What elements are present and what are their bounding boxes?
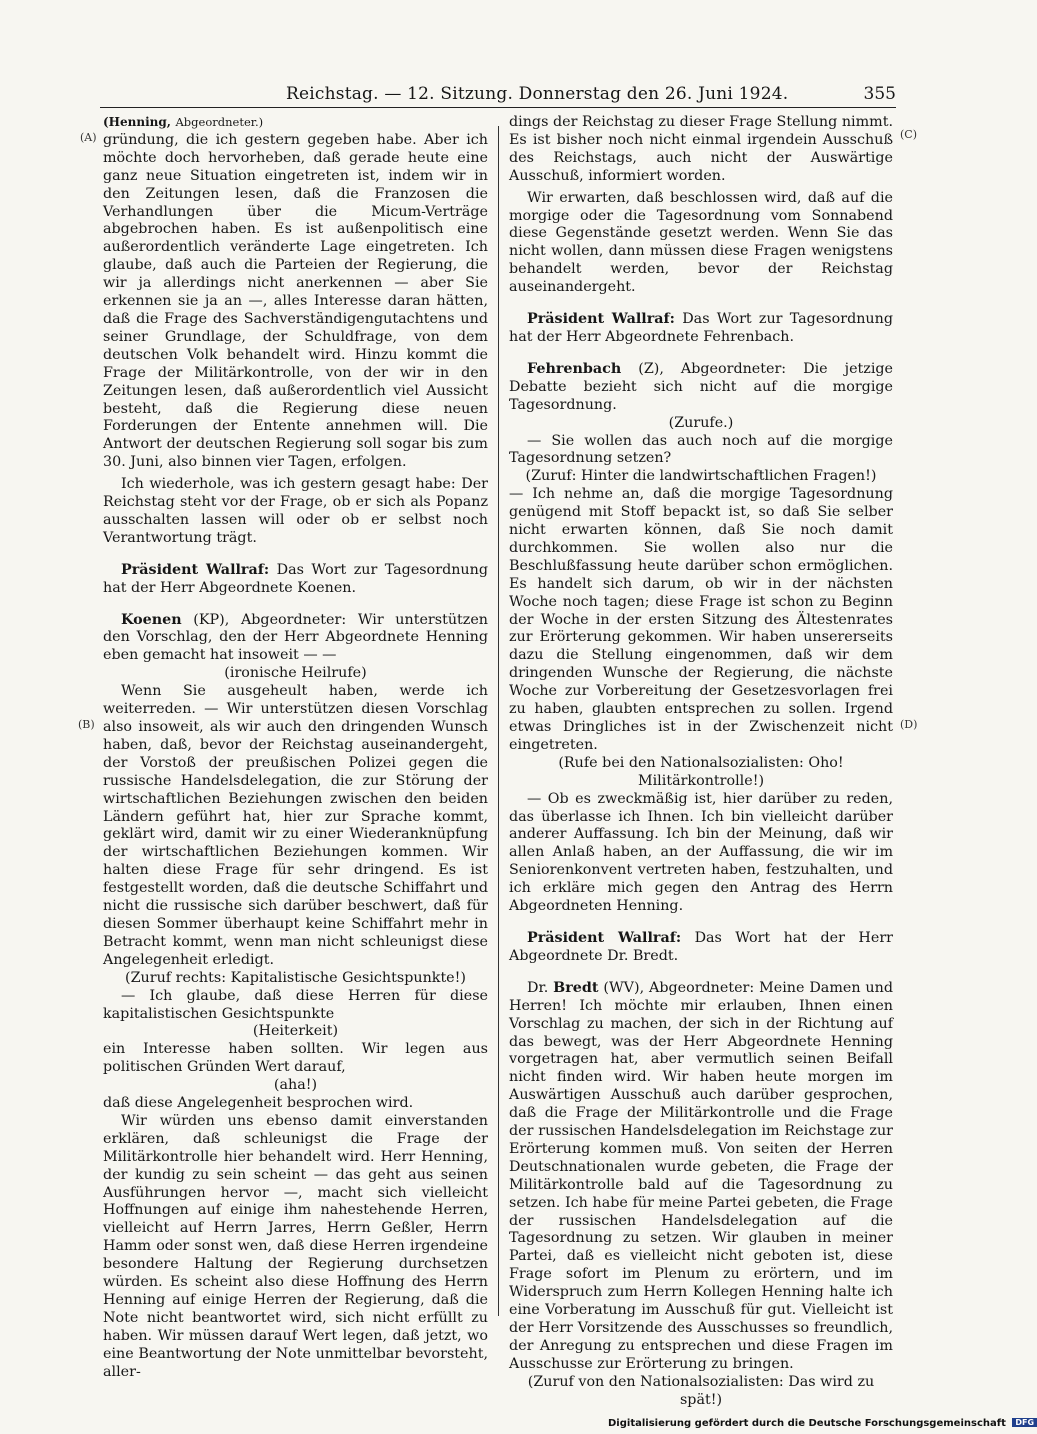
interjection: (Rufe bei den Nationalsozialisten: Oho! Militärkontrolle!) xyxy=(558,754,844,789)
interjection: (Zuruf rechts: Kapitalistische Gesichtspunkte!) xyxy=(125,969,466,986)
funding-note: Digitalisierung gefördert durch die Deutsche Forschungsgemeinschaft xyxy=(608,1418,1006,1429)
paragraph: — Ich nehme an, daß die morgige Tagesordnung genügend mit Stoff bepackt ist, so daß Sie selber nicht erwarten können, daß Sie noch damit durchkommen. Sie wollen also nur die Beschlußfassung heute darüber schon ermöglichen. Es handelt sich darum, ob wir in der nächsten Woche noch tagen; diese Frage ist schon zu Beginn der Woche in der ersten Sitzung des Ältestenrates zur Erörterung gekommen. Wir haben unsererseits dazu die Stellung eingenommen, daß wir dem dringenden Wunsche der Regierung, die nächste Woche zur Vorbereitung der Gesetzesvorlagen frei zu haben, glaubten entsprechen zu sollen. Irgend etwas Dringliches ist in der Zwischenzeit nicht eingetreten. xyxy=(509,486,893,753)
speaker-name: Koenen xyxy=(121,611,182,628)
interjection: (Zurufe.) xyxy=(668,414,734,431)
interjection: (Heiterkeit) xyxy=(252,1023,339,1040)
speech-text: Das Wort zur Tagesordnung hat der Herr Abgeordnete Fehrenbach. xyxy=(509,311,893,345)
paragraph: — Ob es zweckmäßig ist, hier darüber zu reden, das überlasse ich Ihnen. Ich bin vielleicht darüber anderer Auffassung. Ich bin der Meinung, daß wir allen Anlaß haben, an der Auffassung, die wir im Seniorenkonvent vertreten haben, festzuhalten, und ich erkläre mich gegen den Antrag des Herrn Abgeordneten Henning. xyxy=(509,790,893,915)
right-column xyxy=(509,114,893,1410)
speaker-name: Fehrenbach xyxy=(527,360,622,377)
speech-text: Das Wort hat der Herr Abgeordnete Dr. Bredt. xyxy=(509,929,893,964)
speaker-role: Abgeordneter.) xyxy=(175,115,264,129)
speech-paragraph xyxy=(103,612,488,666)
speaker-name: (Henning, xyxy=(103,115,171,129)
paragraph: dings der Reichstag zu dieser Frage Stellung nimmt. Es ist bisher noch nicht einmal irgendein Ausschuß des Reichstags, auch nicht der Auswärtige Ausschuß, informiert worden. xyxy=(509,114,893,184)
interjection: (aha!) xyxy=(273,1077,318,1094)
speech-paragraph xyxy=(509,930,893,966)
speech-text: Die jetzige Debatte bezieht sich nicht auf die morgige Tagesordnung. xyxy=(509,360,894,413)
paragraph: — Sie wollen das auch noch auf die morgige Tagesordnung setzen? xyxy=(509,432,893,467)
header-rule xyxy=(100,107,896,108)
paragraph: Ich wiederhole, was ich gestern gesagt habe: Der Reichstag steht vor der Frage, ob er sich als Popanz ausschalten lassen will oder ob er selbst noch Verantwortung trägt. xyxy=(103,476,488,546)
speaker-name: Bredt xyxy=(553,979,599,996)
speaker-party: (Z), Abgeordneter: xyxy=(638,360,787,377)
margin-mark-b: (B) xyxy=(78,718,95,731)
paragraph: Wir würden uns ebenso damit einverstanden erklären, daß schleunigst die Frage der Militärkontrolle hier behandelt wird. Herr Henning, der kundig zu sein scheint — das geht aus seinen Ausführungen hervor —, macht sich vielleicht Hoffnungen auf einige ihm nahestehende Herren, vielleicht auf Herrn Jarres, Herrn Geßler, Herrn Hamm oder sonst wen, daß diese Herren irgendeine besondere Haltung der Regierung durchsetzen würden. Es scheint also diese Hoffnung des Herrn Henning auf einige Herren der Regierung, daß die Note nicht beantwortet wird, sich nicht erfüllt zu haben. Wir müssen darauf Wert legen, daß jetzt, wo eine Beantwortung der Note unmittelbar bevorsteht, aller- xyxy=(103,1112,488,1380)
funding-footer xyxy=(608,1418,1037,1429)
paragraph: ein Interesse haben sollten. Wir legen aus politischen Gründen Wert darauf, xyxy=(103,1041,488,1076)
dfg-logo: DFG xyxy=(1012,1418,1037,1427)
speech-paragraph xyxy=(103,562,488,598)
speaker-name: Präsident Wallraf: xyxy=(121,561,270,578)
speaker-title: Dr. xyxy=(527,979,549,996)
page-header xyxy=(100,84,896,108)
margin-mark-d: (D) xyxy=(900,718,918,731)
left-column xyxy=(103,114,488,1382)
speaker-party: (WV), Abgeordneter: xyxy=(603,979,755,996)
interjection: (Zuruf: Hinter die landwirtschaftlichen Fragen!) xyxy=(525,468,877,485)
interjection: (ironische Heilrufe) xyxy=(224,665,367,682)
paragraph: gründung, die ich gestern gegeben habe. Aber ich möchte doch hervorheben, daß gerade heute eine ganz neue Situation eingetreten ist, indem wir in den Zeitungen lesen, daß die Franzosen die Verhandlungen über die Micum-Verträge abgebrochen haben. Es ist außenpolitisch eine außerordentlich veränderte Lage eingetreten. Ich glaube, daß auch die Parteien der Regierung, die wir ja allerdings nicht anerkennen — aber Sie erkennen sie ja an —, alles Interesse daran hätten, daß die Frage des Sachverständigengutachtens und seiner Grundlage, der Schuldfrage, von dem deutschen Volk behandelt wird. Hinzu kommt die Frage der Militärkontrolle, von der wir in den Zeitungen lesen, daß außerordentlich viel Aussicht besteht, daß die Regierung diese neuen Forderungen der Entente annehmen will. Die Antwort der deutschen Regierung soll sogar bis zum 30. Juni, also binnen vier Tagen, erfolgen. xyxy=(103,131,488,471)
speech-text: Meine Damen und Herren! Ich möchte mir erlauben, Ihnen einen Vorschlag zu machen, der sich in der Richtung auf das bewegt, was der Herr Abgeordnete Henning vorgetragen hat, aber vermutlich seinen Beifall nicht finden wird. Wir haben heute morgen im Auswärtigen Ausschuß auch darüber gesprochen, daß die Frage der Militärkontrolle und die Frage der russischen Handelsdelegation im Reichstage zur Erörterung kommen muß. Von seiten der Herren Deutschnationalen wurde gebeten, die Frage der Militärkontrolle bald auf die Tagesordnung zu setzen. Ich habe für meine Partei gebeten, die Frage der russischen Handelsdelegation auf die Tagesordnung zu setzen. Wir glauben in meiner Partei, daß es vielleicht nicht geboten ist, diese Frage sofort im Plenum zu erörtern, und im Widerspruch zum Herrn Kollegen Henning halte ich eine Vorberatung im Ausschuß für gut. Vielleicht ist der Herr Vorsitzende des Ausschusses so freundlich, der Anregung zu entsprechen und diese Fragen im Ausschusse zur Erörterung zu bringen. xyxy=(509,979,894,1372)
column-divider xyxy=(498,126,499,1316)
page-number: 355 xyxy=(863,84,896,104)
speech-text: Das Wort zur Tagesordnung hat der Herr Abgeordnete Koenen. xyxy=(103,561,489,596)
speech-paragraph xyxy=(509,361,893,415)
interjection: (Zuruf von den Nationalsozialisten: Das wird zu spät!) xyxy=(527,1373,875,1408)
margin-mark-c: (C) xyxy=(900,128,917,141)
paragraph: — Ich glaube, daß diese Herren für diese kapitalistischen Gesichtspunkte xyxy=(103,987,488,1022)
paragraph: Wenn Sie ausgeheult haben, werde ich weiterreden. — Wir unterstützen diesen Vorschlag also insoweit, als wir auch den dringenden Wunsch haben, daß, bevor der Reichstag auseinandergeht, der Vorstoß der preußischen Polizei gegen die russische Handelsdelegation, die zur Störung der wirtschaftlichen Beziehungen zwischen den beiden Ländern geführt hat, hier zur Sprache kommt, geklärt wird, damit wir zu einer Wiederanknüpfung der wirtschaftlichen Beziehungen kommen. Wir halten diese Frage für sehr dringend. Es ist festgestellt worden, daß die deutsche Schiffahrt und nicht die russische sich darüber beschwert, daß für diesen Sommer überhaupt keine Schiffahrt mehr in Betracht kommt, wenn man nicht schleunigst diese Angelegenheit erledigt. xyxy=(103,683,488,968)
speech-text: Wir unterstützen den Vorschlag, den der Herr Abgeordnete Henning eben gemacht hat insoweit — — xyxy=(103,611,489,664)
speaker-continuation xyxy=(103,114,488,132)
speaker-name: Präsident Wallraf: xyxy=(527,311,675,328)
speech-paragraph xyxy=(509,311,893,347)
paragraph: daß diese Angelegenheit besprochen wird. xyxy=(103,1095,414,1112)
speaker-name: Präsident Wallraf: xyxy=(527,929,682,946)
speaker-party: (KP), Abgeordneter: xyxy=(193,611,347,628)
margin-mark-a: (A) xyxy=(80,131,97,144)
running-title: Reichstag. — 12. Sitzung. Donnerstag den 26. Juni 1924. xyxy=(286,84,789,104)
speech-paragraph xyxy=(509,980,893,1374)
paragraph: Wir erwarten, daß beschlossen wird, daß auf die morgige oder die Tagesordnung vom Sonnabend diese Gegenstände gesetzt werden. Wenn Sie das nicht wollen, dann müssen diese Fragen wenigstens behandelt werden, bevor der Reichstag auseinandergeht. xyxy=(509,189,893,296)
